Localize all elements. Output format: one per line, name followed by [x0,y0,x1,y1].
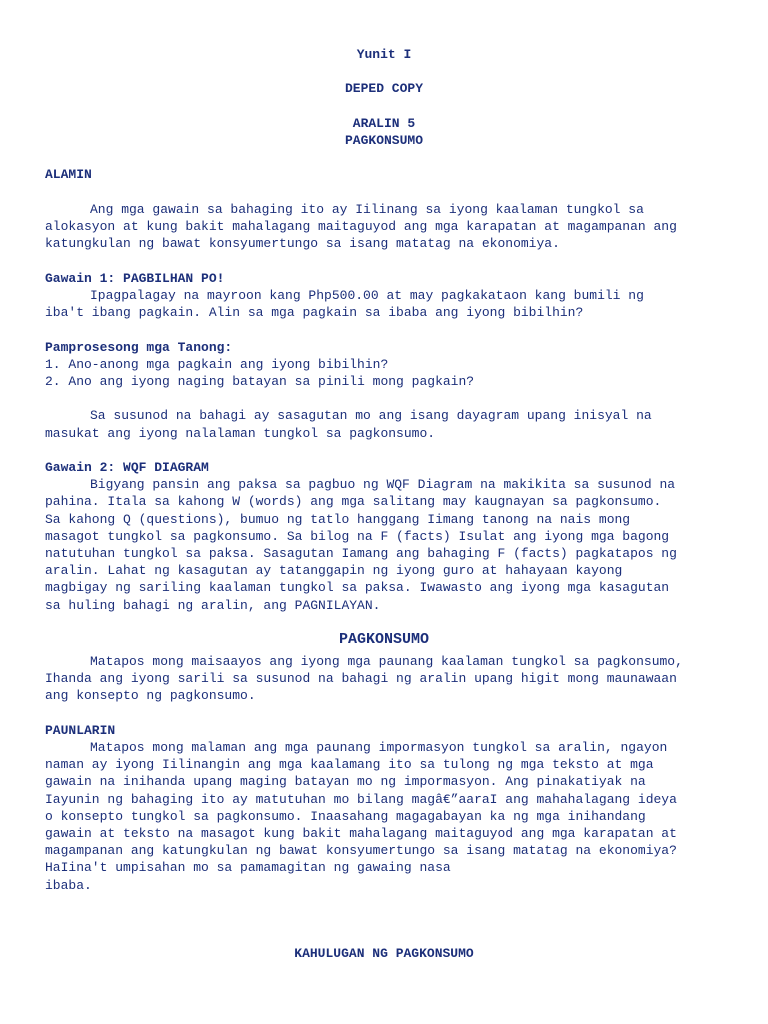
alamin-line: alokasyon at kung bakit mahalagang maitaguyod ang mga karapatan at magampanan ang [45,219,677,234]
gawain1-heading: Gawain 1: PAGBILHAN PO! [45,271,225,286]
alamin-line: Ang mga gawain sa bahaging ito ay Iilinang sa iyong kaalaman tungkol sa [90,202,644,217]
gawain2-line: pahina. Itala sa kahong W (words) ang mga salitang may kaugnayan sa pagkonsumo. [45,494,662,509]
pagkonsumo-line: ang konsepto ng pagkonsumo. [45,688,256,703]
topic-heading: PAGKONSUMO [344,133,423,148]
gawain2-line: aralin. Lahat ng kasagutan ay tatanggapin ng iyong guro at hahayaan kayong [45,563,623,578]
alamin-heading: ALAMIN [45,167,92,182]
paunlarin-line: o konsepto tungkol sa pagkonsumo. Inaasahang magagabayan ka ng mga inihandang [45,809,646,824]
susunod-line: Sa susunod na bahagi ay sasagutan mo ang isang dayagram upang inisyal na [90,408,652,423]
copy-label: DEPED COPY [344,81,423,96]
gawain2-line: masagot tungkol sa pagkonsumo. Sa bilog na F (facts) Isulat ang iyong mga bagong [45,529,670,544]
paunlarin-line: gawain at teksto na masagot kung bakit mahalagang maitaguyod ang mga karapatan at [45,826,677,841]
paunlarin-line: magampanan ang katungkulan ng bawat konsyumertungo sa isang matatag na ekonomiya? [45,843,677,858]
alamin-line: katungkulan ng bawat konsyumertungo sa isang matatag na ekonomiya. [45,236,560,251]
gawain2-line: Sa kahong Q (questions), bumuo ng tatlo hanggang Iimang tanong na nais mong [45,512,631,527]
paunlarin-line: Iayunin ng bahaging ito ay matutuhan mo bilang magâ€”aaraI ang mahahalagang ideya [45,792,677,807]
gawain2-line: natutuhan tungkol sa paksa. Sasagutan Iamang ang bahaging F (facts) pagkatapos ng [45,546,677,561]
kahulugan-heading: KAHULUGAN NG PAGKONSUMO [294,946,474,961]
paunlarin-line: ibaba. [45,878,92,893]
unit-heading: Yunit I [356,47,412,62]
gawain2-heading: Gawain 2: WQF DIAGRAM [45,460,209,475]
gawain2-line: sa huling bahagi ng aralin, ang PAGNILAYAN. [45,598,381,613]
tanong-item: 1. Ano-anong mga pagkain ang iyong bibilhin? [45,357,389,372]
paunlarin-line: naman ay iyong Iilinangin ang mga kaalamang ito sa tulong ng mga teksto at mga [45,757,654,772]
paunlarin-line: Matapos mong malaman ang mga paunang impormasyon tungkol sa aralin, ngayon [90,740,668,755]
pagkonsumo-line: Matapos mong maisaayos ang iyong mga paunang kaalaman tungkol sa pagkonsumo, [90,654,683,669]
gawain2-line: Bigyang pansin ang paksa sa pagbuo ng WQF Diagram na makikita sa susunod na [90,477,676,492]
pagkonsumo-heading: PAGKONSUMO [338,631,429,648]
paunlarin-heading: PAUNLARIN [45,723,116,738]
paunlarin-line: HaIina't umpisahan mo sa pamamagitan ng gawaing nasa [45,860,451,875]
pagkonsumo-line: Ihanda ang iyong sarili sa susunod na bahagi ng aralin upang higit mong maunawaan [45,671,677,686]
paunlarin-line: gawain na inihanda upang maging batayan mo ng impormasyon. Ang pinakatiyak na [45,774,646,789]
gawain1-line: iba't ibang pagkain. Alin sa mga pagkain sa ibaba ang iyong bibilhin? [45,305,584,320]
tanong-heading: Pamprosesong mga Tanong: [45,340,233,355]
tanong-item: 2. Ano ang iyong naging batayan sa pinili mong pagkain? [45,374,475,389]
gawain1-line: Ipagpalagay na mayroon kang Php500.00 at may pagkakataon kang bumili ng [90,288,644,303]
susunod-line: masukat ang iyong nalalaman tungkol sa pagkonsumo. [45,426,436,441]
gawain2-line: magbigay ng sariling kaalaman tungkol sa paksa. Iwawasto ang iyong mga kasagutan [45,580,670,595]
lesson-heading: ARALIN 5 [352,116,416,131]
